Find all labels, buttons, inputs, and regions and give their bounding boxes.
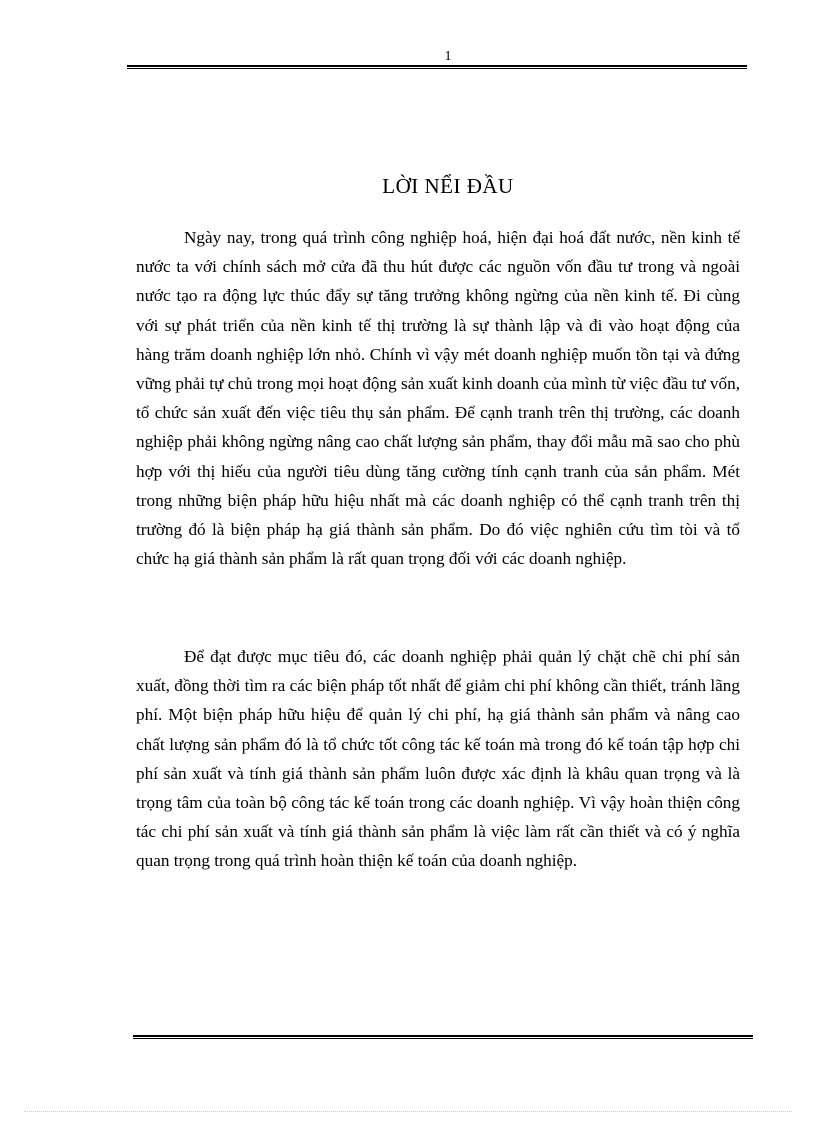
footer-rule [133,1035,753,1039]
page-edge-divider [24,1111,792,1112]
paragraph-2: Để đạt được mục tiêu đó, các doanh nghiệp phải quản lý chặt chẽ chi phí sản xuất, đồng thời tìm ra các biện pháp tốt nhất để giảm chi phí không cần thiết, tránh lãng phí. Một biện pháp hữu hiệu để quản lý chi phí, hạ giá thành sản phẩm và nâng cao chất lượng sản phẩm đó là tổ chức tốt công tác kế toán mà trong đó kế toán tập hợp chi phí sản xuất và tính giá thành sản phẩm luôn được xác định là khâu quan trọng và là trọng tâm của toàn bộ công tác kế toán trong các doanh nghiệp. Vì vậy hoàn thiện công tác chi phí sản xuất và tính giá thành sản phẩm là việc làm rất cần thiết và có ý nghĩa quan trọng trong quá trình hoàn thiện kế toán của doanh nghiệp. [136,647,740,871]
page-number: 1 [444,49,452,64]
header-rule [127,65,747,69]
paragraph-1: Ngày nay, trong quá trình công nghiệp hoá, hiện đại hoá đất nước, nền kinh tế nước ta với chính sách mở cửa đã thu hút được các nguồn vốn đầu tư trong và ngoài nước tạo ra động lực thúc đẩy sự tăng trưởng không ngừng của nền kinh tế. Đi cùng với sự phát triển của nền kinh tế thị trường là sự thành lập và đi vào hoạt động của hàng trăm doanh nghiệp lớn nhỏ. Chính vì vậy mét doanh nghiệp muốn tồn tại và đứng vững phải tự chủ trong mọi hoạt động sản xuất kinh doanh của mình từ việc đầu tư vốn, tổ chức sản xuất đến việc tiêu thụ sản phẩm. Để cạnh tranh trên thị trường, các doanh nghiệp phải không ngừng nâng cao chất lượng sản phẩm, thay đổi mẫu mã sao cho phù hợp với thị hiếu của người tiêu dùng tăng cường tính cạnh tranh của sản phẩm. Mét trong những biện pháp hữu hiệu nhất mà các doanh nghiệp có thể cạnh tranh trên thị trường đó là biện pháp hạ giá thành sản phẩm. Do đó việc nghiên cứu tìm tòi và tổ chức hạ giá thành sản phẩm là rất quan trọng đối với các doanh nghiệp. [136,228,740,569]
document-title: LỜI NỂI ĐẦU [382,174,514,198]
